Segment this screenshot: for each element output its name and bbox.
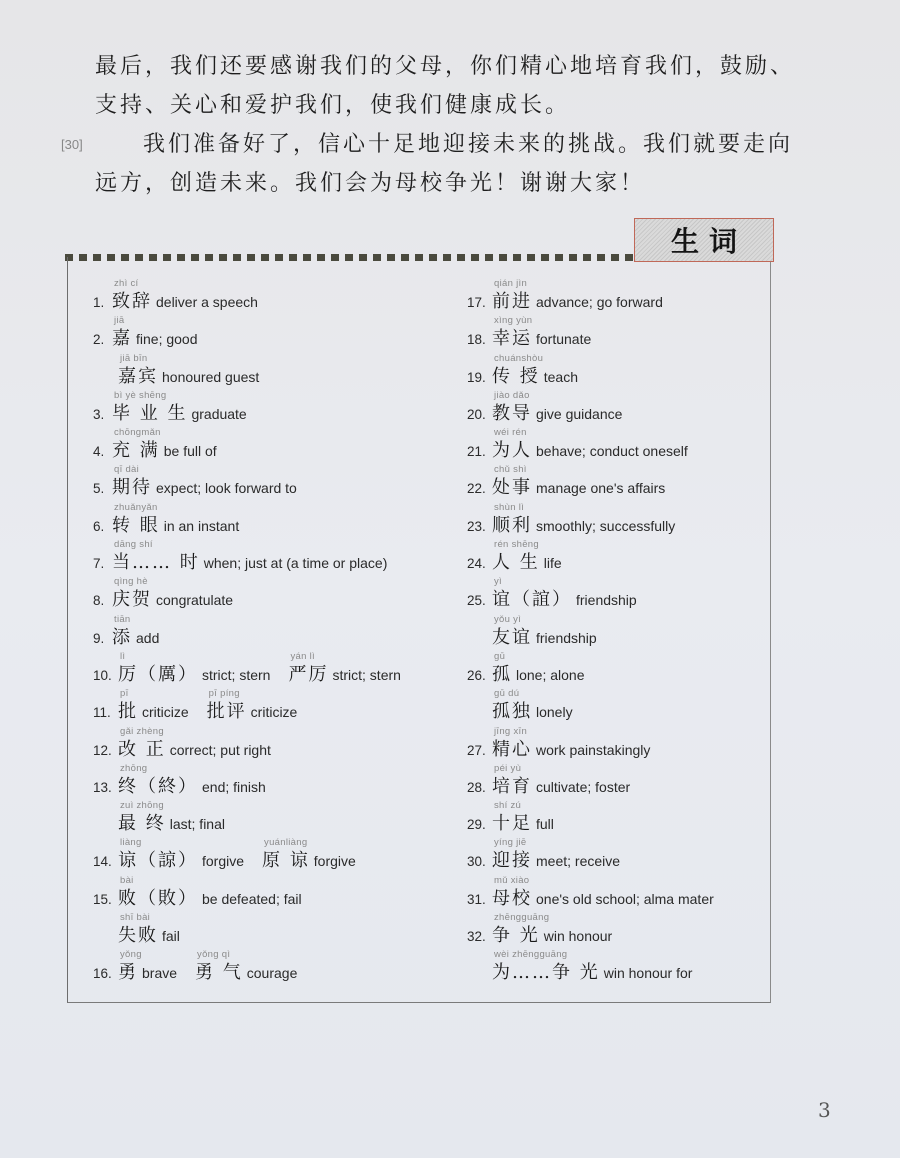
vocab-entry-row <box>467 809 554 835</box>
pinyin: péi yù <box>494 762 522 774</box>
entry-number: 25. <box>467 593 486 609</box>
english-gloss: be defeated; fail <box>202 890 302 907</box>
entry-number: 5. <box>93 481 105 497</box>
hanzi: 失败 <box>118 925 158 947</box>
english-gloss: life <box>543 555 562 572</box>
english-gloss: full <box>536 816 554 833</box>
passage-line-text: 最后，我们还要感谢我们的父母，你们精心地培育我们，鼓励、 <box>95 54 796 79</box>
hanzi: 顺利 <box>492 514 532 536</box>
vocab-sub-entry <box>195 949 247 984</box>
hanzi: 人 生 <box>492 552 540 574</box>
english-gloss: fail <box>162 928 180 945</box>
entry-number: 24. <box>467 556 486 572</box>
hanzi: 致辞 <box>112 291 152 312</box>
passage-line <box>95 47 795 86</box>
vocab-entry-row <box>93 735 271 761</box>
english-gloss: courage <box>246 965 298 982</box>
hanzi: 为人 <box>492 440 532 462</box>
pinyin: zuì zhōng <box>120 800 164 812</box>
pinyin: mǔ xiào <box>494 874 530 886</box>
english-gloss: lonely <box>536 704 573 721</box>
pinyin: xìng yùn <box>494 315 533 327</box>
english-gloss: give guidance <box>536 405 623 422</box>
pinyin: zhōng <box>120 762 148 774</box>
passage-line-text: 支持、关心和爱护我们，使我们健康成长。 <box>95 93 571 118</box>
english-gloss: lone; alone <box>516 666 585 683</box>
pinyin: chōngmǎn <box>114 427 161 439</box>
entry-number: 15. <box>93 891 112 907</box>
pinyin: liàng <box>120 837 142 849</box>
entry-number: 6. <box>93 518 105 534</box>
pinyin: yuánliàng <box>264 837 308 849</box>
entry-number: 32. <box>467 929 486 945</box>
vocab-entry-row <box>93 287 258 313</box>
hanzi: 孤独 <box>492 701 532 723</box>
vocab-entry-row <box>93 585 233 611</box>
vocab-entry-row <box>467 362 578 388</box>
entry-number: 27. <box>467 742 486 758</box>
english-gloss: work painstakingly <box>536 741 651 758</box>
vocab-entry-row <box>467 884 714 910</box>
english-gloss: deliver a speech <box>156 294 258 310</box>
entry-number: 23. <box>467 518 486 534</box>
pinyin: qìng hè <box>114 576 148 588</box>
vocab-entry-row <box>93 623 159 649</box>
english-gloss: honoured guest <box>162 368 260 385</box>
pinyin: qián jìn <box>494 278 528 289</box>
english-gloss: strict; stern <box>332 666 401 683</box>
entry-number: 21. <box>467 444 486 460</box>
passage-line <box>95 164 795 203</box>
english-gloss: correct; put right <box>169 741 271 758</box>
vocab-entry-row <box>93 921 180 947</box>
hanzi: 添 <box>112 626 132 648</box>
passage-line-text: 我们准备好了，信心十足地迎接未来的挑战。我们就要走向 <box>143 132 794 157</box>
vocab-entry-row <box>93 884 302 910</box>
passage <box>61 47 796 203</box>
entry-number: 14. <box>93 854 112 870</box>
english-gloss: friendship <box>536 629 597 646</box>
pinyin: shùn lì <box>494 501 525 513</box>
english-gloss: strict; stern <box>202 666 271 683</box>
hanzi: 嘉 <box>112 328 132 350</box>
english-gloss: fortunate <box>536 331 592 348</box>
vocab-entry-row <box>93 650 401 686</box>
english-gloss: add <box>136 629 160 646</box>
english-gloss: graduate <box>191 405 247 422</box>
hanzi: 传 授 <box>492 365 540 387</box>
vocab-title-tab <box>634 218 774 262</box>
pinyin: jīng xīn <box>494 725 528 737</box>
hanzi: 谅（諒） <box>118 850 198 872</box>
vocab-entry-row <box>467 399 622 425</box>
vocab-entry-row <box>93 949 298 984</box>
entry-number: 28. <box>467 779 486 795</box>
vocab-sub-entry <box>288 650 332 686</box>
hanzi: 庆贺 <box>112 589 152 611</box>
pinyin: yǒng qì <box>197 949 231 961</box>
pinyin: zhēngguāng <box>494 912 550 924</box>
entry-number: 11. <box>93 705 111 721</box>
vocab-entry-row <box>93 362 259 388</box>
vocab-entry-row <box>467 772 630 798</box>
hanzi: 期待 <box>112 477 152 499</box>
vocab-entry-row <box>93 809 225 835</box>
vocab-entry-row <box>467 436 688 462</box>
pinyin: yì <box>494 576 502 588</box>
pinyin: jiào dǎo <box>494 389 530 401</box>
hanzi: 批 <box>118 701 138 723</box>
vocab-title: 生词 <box>670 225 747 258</box>
pinyin: yán lì <box>290 650 315 662</box>
pinyin: shī bài <box>120 912 151 924</box>
pinyin: rén shēng <box>494 539 539 551</box>
hanzi: 争 光 <box>492 925 540 947</box>
entry-number: 8. <box>93 593 105 609</box>
hanzi: 培育 <box>492 775 532 797</box>
pinyin: gǎi zhèng <box>120 725 164 737</box>
vocab-entry-row <box>93 473 297 499</box>
english-gloss: cultivate; foster <box>536 778 631 795</box>
hanzi: 十足 <box>492 813 532 835</box>
hanzi: 勇 气 <box>195 962 243 984</box>
pinyin: yíng jiē <box>494 837 527 849</box>
hanzi: 处事 <box>492 477 532 499</box>
pinyin: pī píng <box>208 688 240 700</box>
entry-number: 17. <box>467 295 486 310</box>
hanzi: 教导 <box>492 402 532 424</box>
pinyin: dāng shí <box>114 539 153 551</box>
english-gloss: forgive <box>202 853 245 870</box>
hanzi: 充 满 <box>112 440 160 462</box>
entry-number: 1. <box>93 295 105 310</box>
english-gloss: manage one's affairs <box>536 480 666 497</box>
vocab-entry-row <box>467 958 692 984</box>
hanzi: 改 正 <box>118 738 166 760</box>
pinyin: pī <box>120 688 129 700</box>
hanzi: 母校 <box>492 887 532 909</box>
english-gloss: last; final <box>169 816 225 833</box>
entry-number: 12. <box>93 742 112 758</box>
english-gloss: criticize <box>142 704 189 721</box>
vocab-entry-row <box>93 688 298 723</box>
entry-number: 18. <box>467 332 486 348</box>
english-gloss: be full of <box>163 443 217 460</box>
hanzi: 原 谅 <box>262 850 310 872</box>
english-gloss: expect; look forward to <box>156 480 297 497</box>
english-gloss: in an instant <box>163 517 240 534</box>
english-gloss: behave; conduct oneself <box>536 443 688 460</box>
hanzi: 转 眼 <box>112 514 160 536</box>
vocab-entry-row <box>467 548 562 574</box>
vocab-entry-row <box>93 837 356 872</box>
vocab-entry-row <box>93 511 239 537</box>
hanzi: 批评 <box>206 701 247 723</box>
vocab-entry-row <box>467 287 663 313</box>
entry-number: 13. <box>93 779 112 795</box>
english-gloss: congratulate <box>156 592 234 609</box>
pinyin: jiā bīn <box>120 352 148 364</box>
vocab-entry-row <box>93 436 217 462</box>
pinyin: zhì cí <box>114 278 139 289</box>
pinyin: bài <box>120 874 134 886</box>
passage-line-text: 远方，创造未来。我们会为母校争光！谢谢大家！ <box>95 171 646 196</box>
vocab-entry-row <box>467 511 675 537</box>
pinyin: jiā <box>114 315 125 327</box>
english-gloss: smoothly; successfully <box>536 517 676 534</box>
pinyin: chuánshòu <box>494 352 544 364</box>
vocab-entry-row <box>467 585 637 611</box>
english-gloss: one's old school; alma mater <box>536 890 714 907</box>
hanzi: 勇 <box>118 962 138 984</box>
vocab-entry-row <box>467 846 620 872</box>
pinyin: gū <box>494 650 506 662</box>
pinyin: wéi rén <box>494 427 527 439</box>
hanzi: 败（敗） <box>118 887 198 909</box>
pinyin: shí zú <box>494 800 522 812</box>
vocab-entry-row <box>467 697 573 723</box>
entry-number: 3. <box>93 406 105 422</box>
entry-number: 10. <box>93 667 112 683</box>
hanzi: 当…… 时 <box>112 552 200 574</box>
hanzi: 精心 <box>492 738 532 760</box>
entry-number: 2. <box>93 332 105 348</box>
entry-number: 29. <box>467 817 486 833</box>
vocab-entry-row <box>93 772 266 798</box>
pinyin: zhuǎnyǎn <box>114 501 158 513</box>
vocab-entry-row <box>467 623 597 649</box>
english-gloss: criticize <box>250 704 298 721</box>
vocab-sub-entry <box>206 688 251 723</box>
hanzi: 迎接 <box>492 850 532 872</box>
english-gloss: teach <box>543 368 578 385</box>
hanzi: 最 终 <box>118 813 166 835</box>
hanzi: 毕 业 生 <box>112 402 188 424</box>
entry-number: 7. <box>93 556 105 572</box>
pinyin: gū dú <box>494 688 520 700</box>
hanzi: 孤 <box>492 663 512 685</box>
pinyin: yǒng <box>120 949 142 961</box>
pinyin: yǒu yì <box>494 613 522 625</box>
pinyin: chǔ shì <box>494 464 527 476</box>
english-gloss: win honour for <box>603 965 693 982</box>
hanzi: 为……争 光 <box>492 962 600 984</box>
english-gloss: advance; go forward <box>536 294 663 310</box>
entry-number: 30. <box>467 854 486 870</box>
english-gloss: win honour <box>543 928 613 945</box>
vocab-entry-row <box>93 399 247 425</box>
entry-number: 31. <box>467 891 486 907</box>
pinyin: qī dài <box>114 464 140 476</box>
hanzi: 严厉 <box>288 663 329 685</box>
vocab-entry-row <box>467 473 665 499</box>
vocab-entry-row <box>467 735 650 761</box>
english-gloss: forgive <box>313 853 356 870</box>
hanzi: 前进 <box>492 291 532 312</box>
vocab-entry-row <box>93 324 198 350</box>
entry-number: 26. <box>467 667 486 683</box>
vocab-entry-row <box>467 921 612 947</box>
hanzi: 嘉宾 <box>118 365 158 387</box>
vocab-entry-row <box>467 324 591 350</box>
hanzi: 幸运 <box>492 328 532 350</box>
entry-number: 19. <box>467 369 486 385</box>
pinyin: bì yè shēng <box>114 389 167 401</box>
pinyin: lì <box>120 650 126 662</box>
english-gloss: brave <box>142 965 178 982</box>
vocab-sub-entry <box>262 837 314 872</box>
entry-number: 4. <box>93 444 105 460</box>
vocab-entry-row <box>467 660 585 686</box>
hanzi: 终（終） <box>118 775 198 797</box>
vocab-entry-row <box>93 548 387 574</box>
hanzi: 谊（誼） <box>492 589 572 611</box>
english-gloss: end; finish <box>202 778 266 795</box>
entry-number: 22. <box>467 481 486 497</box>
passage-line <box>61 125 795 164</box>
pinyin: wèi zhēngguāng <box>494 949 568 961</box>
english-gloss: when; just at (a time or place) <box>203 555 388 572</box>
entry-number: 20. <box>467 406 486 422</box>
page-number: 3 <box>818 1098 831 1122</box>
english-gloss: friendship <box>576 592 637 609</box>
hanzi: 厉（厲） <box>118 663 198 685</box>
pinyin: tiān <box>114 613 131 625</box>
line-number: [30] <box>61 137 83 152</box>
entry-number: 16. <box>93 966 112 982</box>
passage-line <box>95 86 795 125</box>
hanzi: 友谊 <box>492 626 532 648</box>
english-gloss: meet; receive <box>536 853 621 870</box>
entry-number: 9. <box>93 630 105 646</box>
english-gloss: fine; good <box>136 331 198 348</box>
